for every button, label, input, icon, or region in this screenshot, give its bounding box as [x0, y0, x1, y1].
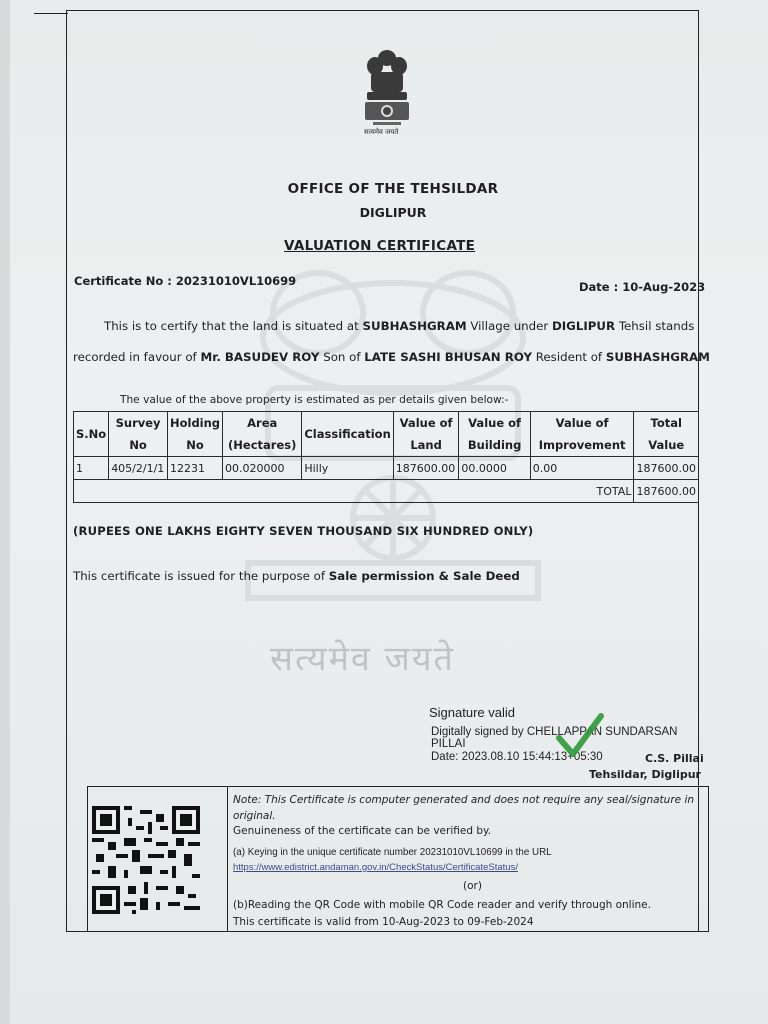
date-value: 10-Aug-2023: [622, 280, 706, 294]
emblem-motto: सत्यमेव जयते: [364, 128, 399, 136]
validity-line: This certificate is valid from 10-Aug-2023 to 09-Feb-2024: [233, 916, 534, 928]
qr-code[interactable]: [92, 806, 200, 914]
cell-value-building: 00.0000: [459, 457, 530, 480]
col-value-improvement: [530, 412, 634, 457]
officer-designation: Tehsildar, Diglipur: [589, 768, 701, 781]
col-classification: Classification: [302, 412, 393, 457]
cell-sno: 1: [74, 457, 109, 480]
certificate-number: [74, 274, 296, 288]
signature-valid-check-icon: [555, 712, 605, 760]
col-value-building: [459, 412, 530, 457]
col-label: No: [186, 438, 204, 452]
cell-total: 187600.00: [634, 457, 699, 480]
total-value: 187600.00: [634, 480, 699, 503]
table-intro: The value of the above property is estimated as per details given below:-: [120, 394, 509, 406]
certificate-title: VALUATION CERTIFICATE: [284, 238, 476, 254]
certificate-number-label: Certificate No :: [74, 274, 172, 288]
col-sno: S.No: [74, 412, 109, 457]
col-label: Land: [410, 438, 442, 452]
table-row: [74, 457, 699, 480]
text-segment: Tehsil stands: [615, 319, 695, 333]
purpose-value: Sale permission & Sale Deed: [328, 569, 520, 583]
cell-value-improvement: 0.00: [530, 457, 634, 480]
col-label: Value: [648, 438, 685, 452]
signature-status: Signature valid: [429, 705, 515, 720]
col-label: Building: [467, 438, 522, 452]
certify-paragraph-line1: [104, 319, 694, 333]
cell-value-land: 187600.00: [393, 457, 459, 480]
col-label: Value of: [399, 416, 453, 430]
col-label: Total: [650, 416, 682, 430]
certify-paragraph-line2: [73, 350, 710, 364]
motto-watermark: सत्यमेव जयते: [270, 639, 455, 679]
paper-edge-line: [34, 13, 68, 14]
date-label: Date :: [579, 280, 619, 294]
national-emblem-icon: [355, 44, 419, 140]
verify-option-b: (b)Reading the QR Code with mobile QR Code reader and verify through online.: [233, 899, 651, 911]
cell-holding: 12231: [167, 457, 222, 480]
certificate-number-value: 20231010VL10699: [175, 274, 297, 288]
verify-option-a: (a) Keying in the unique certificate number 20231010VL10699 in the URL: [233, 847, 552, 858]
col-total-value: [634, 412, 699, 457]
text-segment: This certificate is issued for the purpose of: [73, 569, 329, 583]
village-name: SUBHASHGRAM: [362, 319, 467, 333]
col-label: Survey: [115, 416, 161, 430]
signed-by-line2: PILLAI: [431, 738, 466, 750]
table-total-row: [74, 480, 699, 503]
resident-place: SUBHASHGRAM: [605, 350, 710, 364]
text-segment: This is to certify that the land is situated at: [104, 319, 363, 333]
text-segment: Village under: [466, 319, 552, 333]
text-segment: Resident of: [532, 350, 606, 364]
col-label: No: [129, 438, 147, 452]
col-label: Area: [247, 416, 278, 430]
signature-date: Date: 2023.08.10 15:44:13+05:30: [431, 751, 603, 763]
table-header-row: [74, 412, 699, 457]
valuation-table: [73, 411, 699, 503]
officer-name: C.S. Pillai: [645, 752, 704, 765]
text-segment: recorded in favour of: [73, 350, 201, 364]
col-label: Improvement: [538, 438, 626, 452]
signed-by-line1: Digitally signed by CHELLAPPAN SUNDARSAN: [431, 726, 678, 738]
office-heading: OFFICE OF THE TEHSILDAR: [287, 181, 499, 197]
col-label: Value of: [468, 416, 522, 430]
amount-in-words: (RUPEES ONE LAKHS EIGHTY SEVEN THOUSAND SIX HUNDRED ONLY): [73, 524, 534, 538]
col-area: [223, 412, 302, 457]
total-label: TOTAL: [74, 480, 634, 503]
verify-heading: Genuineness of the certificate can be verified by.: [233, 825, 492, 837]
certificate-date: [579, 280, 705, 294]
cell-area: 00.020000: [223, 457, 302, 480]
purpose-line: [73, 569, 520, 583]
cell-classification: Hilly: [302, 457, 393, 480]
col-survey: [109, 412, 168, 457]
or-separator: (or): [463, 880, 482, 892]
place-heading: DIGLIPUR: [359, 205, 427, 220]
text-segment: Son of: [319, 350, 365, 364]
computer-generated-note: Note: This Certificate is computer generated and does not require any seal/signature in original.: [233, 794, 695, 822]
verify-url-link[interactable]: https://www.edistrict.andaman.gov.in/CheckStatus/CertificateStatus/: [233, 862, 518, 873]
col-label: Value of: [555, 416, 609, 430]
col-value-land: [393, 412, 459, 457]
col-label: (Hectares): [228, 438, 297, 452]
col-label: Holding: [169, 416, 221, 430]
cell-survey: 405/2/1/1: [109, 457, 168, 480]
owner-name: Mr. BASUDEV ROY: [200, 350, 320, 364]
tehsil-name: DIGLIPUR: [552, 319, 616, 333]
father-name: LATE SASHI BHUSAN ROY: [364, 350, 532, 364]
col-holding: [167, 412, 222, 457]
verification-divider: [227, 786, 228, 932]
